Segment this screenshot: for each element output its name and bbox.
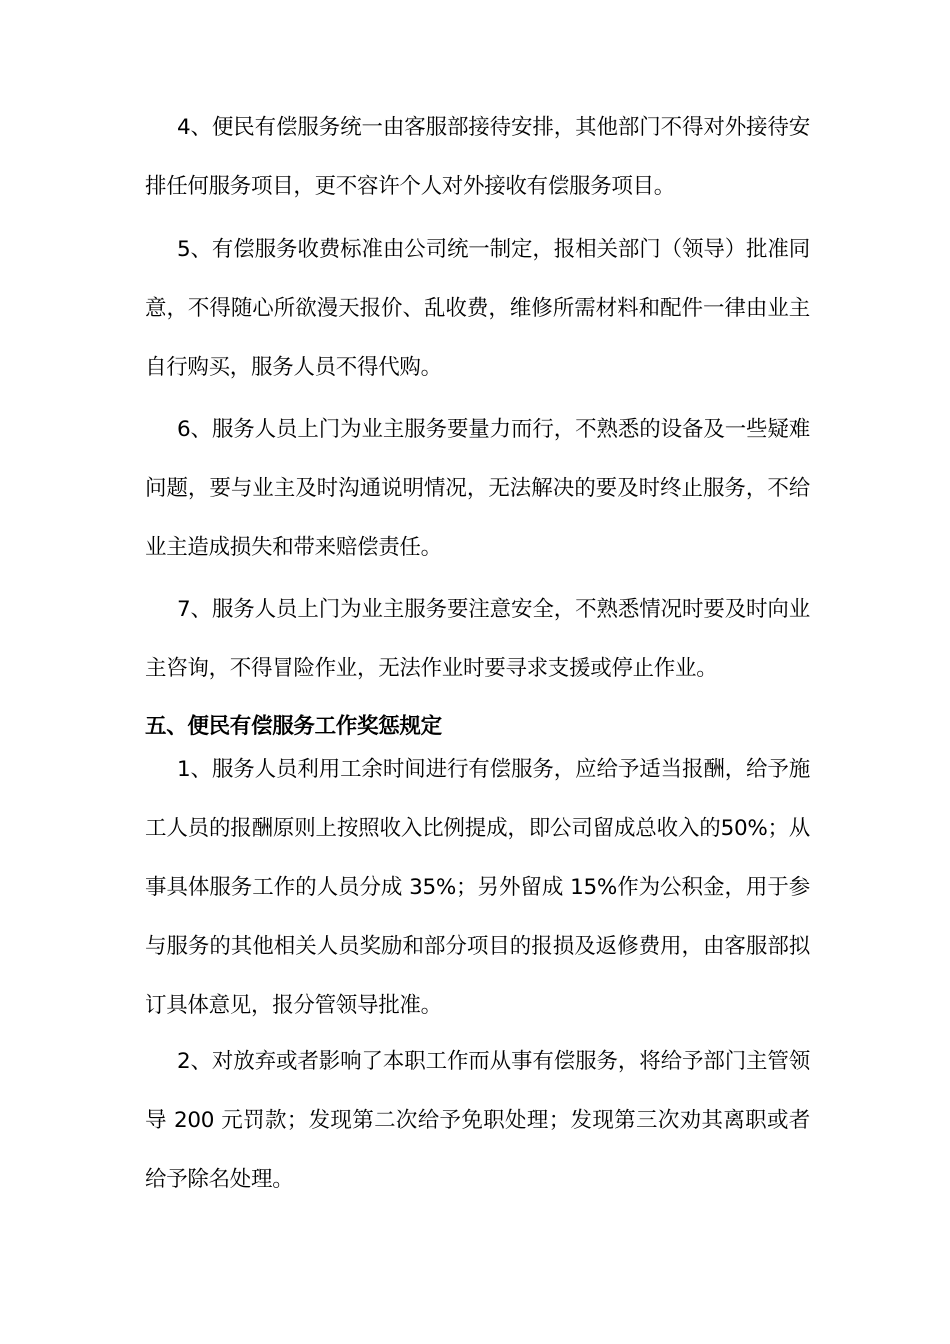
paragraph-item-5: 5、有偿服务收费标准由公司统一制定，报相关部门（领导）批准同意，不得随心所欲漫天报价、乱收费，维修所需材料和配件一律由业主自行购买，服务人员不得代购。 — [145, 237, 810, 380]
section-heading: 五、便民有偿服务工作奖惩规定 — [145, 714, 442, 739]
paragraph-reward-1: 1、服务人员利用工余时间进行有偿服务，应给予适当报酬，给予施工人员的报酬原则上按照收入比例提成，即公司留成总收入的50%；从事具体服务工作的人员分成 35%；另外留成 15%作为公积金，用于参与服务的其他相关人员奖励和部分项目的报损及返修费用，由客服部拟订具体意见，报分管领导批准。 — [145, 757, 810, 1018]
paragraph-reward-2: 2、对放弃或者影响了本职工作而从事有偿服务，将给予部门主管领导 200 元罚款；发现第二次给予免职处理；发现第三次劝其离职或者给予除名处理。 — [145, 1049, 810, 1192]
paragraph-item-6: 6、服务人员上门为业主服务要量力而行，不熟悉的设备及一些疑难问题，要与业主及时沟通说明情况，无法解决的要及时终止服务，不给业主造成损失和带来赔偿责任。 — [145, 417, 810, 560]
paragraph-item-4: 4、便民有偿服务统一由客服部接待安排，其他部门不得对外接待安排任何服务项目，更不容许个人对外接收有偿服务项目。 — [145, 115, 810, 199]
paragraph-item-7: 7、服务人员上门为业主服务要注意安全，不熟悉情况时要及时向业主咨询，不得冒险作业，无法作业时要寻求支援或停止作业。 — [145, 597, 810, 681]
